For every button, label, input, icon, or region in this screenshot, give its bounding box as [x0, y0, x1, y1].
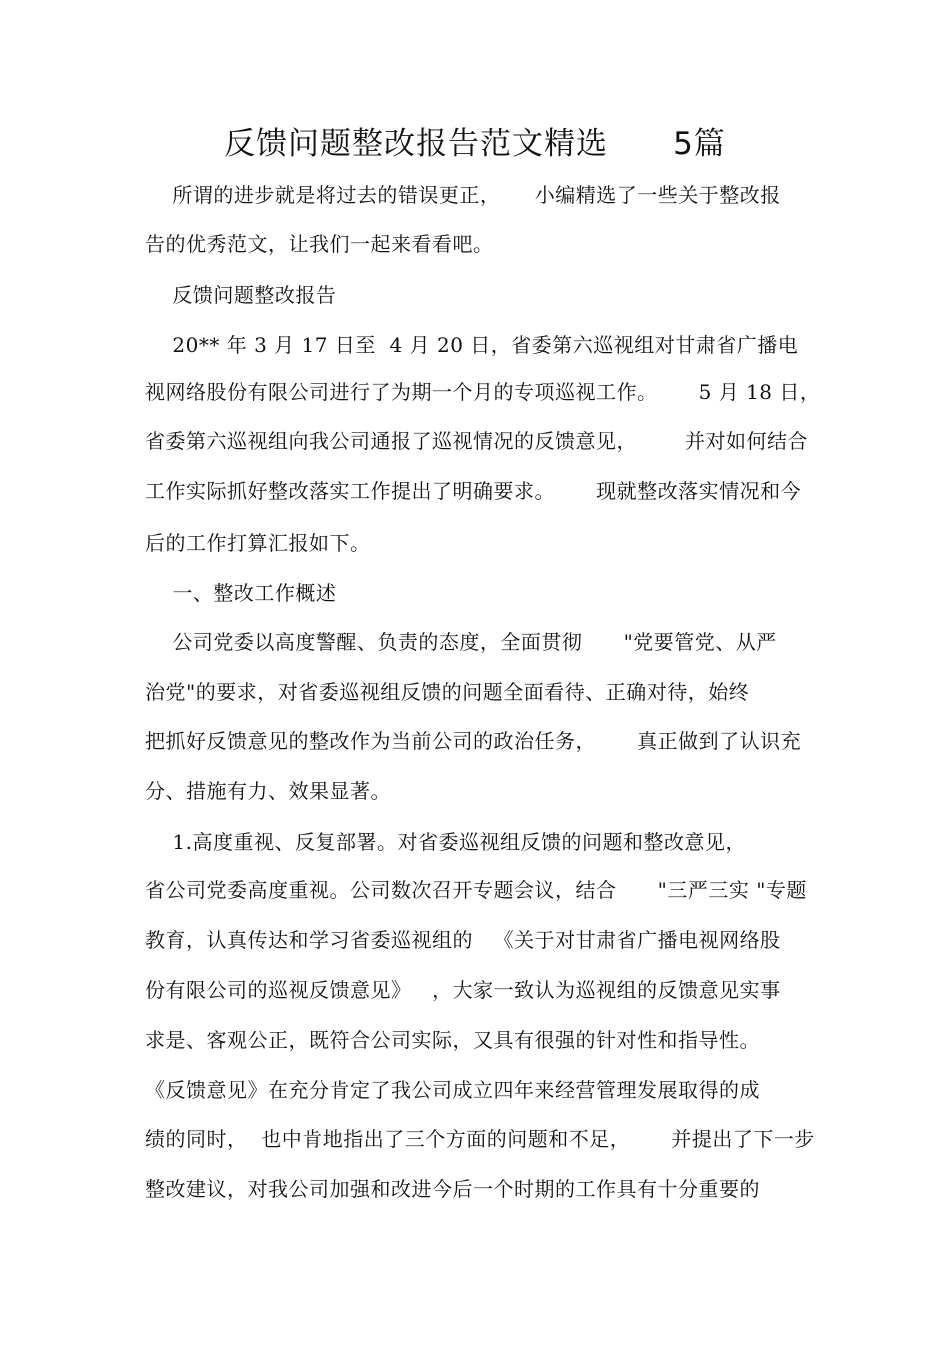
paragraph-line: 后的工作打算汇报如下。 — [145, 531, 371, 555]
paragraph-line: 省委第六巡视组向我公司通报了巡视情况的反馈意见， 并对如何结合 — [145, 429, 809, 453]
paragraph-line: 教育，认真传达和学习省委巡视组的 《关于对甘肃省广播电视网络股 — [145, 928, 781, 952]
section-heading: 一、整改工作概述 — [145, 581, 337, 605]
paragraph-line: 所谓的进步就是将过去的错误更正， 小编精选了一些关于整改报 — [145, 183, 781, 207]
paragraph-line: 反馈问题整改报告 — [145, 283, 337, 307]
paragraph-line: 公司党委以高度警醒、负责的态度，全面贯彻 "党要管党、从严 — [145, 630, 777, 654]
paragraph-line: 治党"的要求，对省委巡视组反馈的问题全面看待、正确对待，始终 — [145, 680, 750, 704]
document-title: 反馈问题整改报告范文精选 5篇 — [224, 126, 726, 162]
paragraph-line: 把抓好反馈意见的整改作为当前公司的政治任务， 真正做到了认识充 — [145, 729, 802, 753]
paragraph-line: 告的优秀范文，让我们一起来看看吧。 — [145, 232, 494, 256]
paragraph-line: 工作实际抓好整改落实工作提出了明确要求。 现就整改落实情况和今 — [145, 479, 802, 503]
paragraph-line: 省公司党委高度重视。公司数次召开专题会议，结合 "三严三实 "专题 — [145, 878, 807, 902]
paragraph-line: 1.高度重视、反复部署。对省委巡视组反馈的问题和整改意见， — [145, 830, 747, 854]
paragraph-line: 绩的同时， 也中肯地指出了三个方面的问题和不足， 并提出了下一步 — [145, 1127, 815, 1151]
paragraph-line: 分、措施有力、效果显著。 — [145, 779, 391, 803]
paragraph-line: 份有限公司的巡视反馈意见》 ，大家一致认为巡视组的反馈意见实事 — [145, 978, 781, 1002]
paragraph-line: 20** 年 3 月 17 日至 4 月 20 日，省委第六巡视组对甘肃省广播电 — [145, 333, 799, 357]
paragraph-line: 视网络股份有限公司进行了为期一个月的专项巡视工作。 5 月 18 日， — [145, 380, 821, 404]
paragraph-line: 《反馈意见》在充分肯定了我公司成立四年来经营管理发展取得的成 — [145, 1078, 760, 1102]
paragraph-line: 整改建议，对我公司加强和改进今后一个时期的工作具有十分重要的 — [145, 1177, 760, 1201]
paragraph-line: 求是、客观公正，既符合公司实际，又具有很强的针对性和指导性。 — [145, 1028, 760, 1052]
